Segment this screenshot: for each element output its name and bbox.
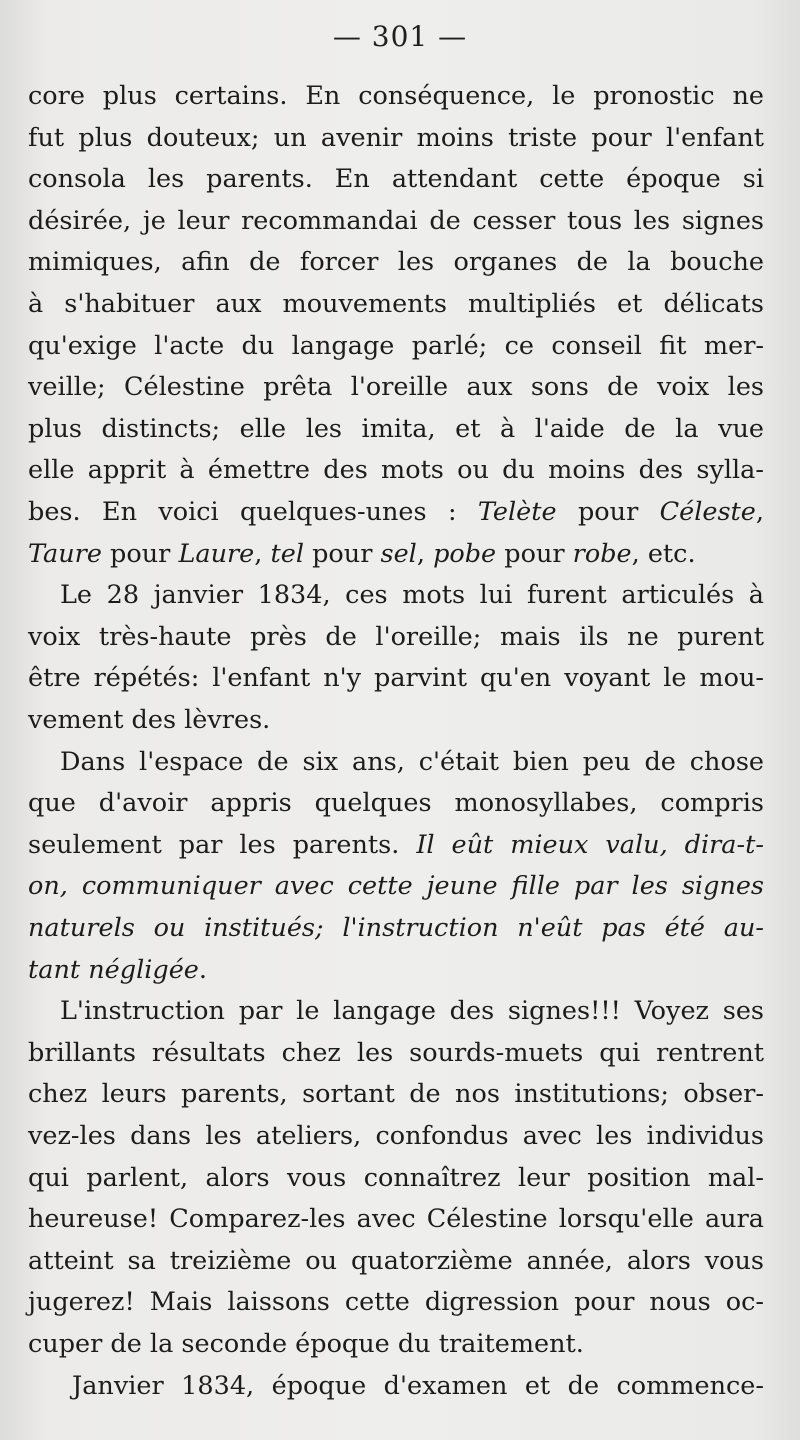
text-line (28, 367, 764, 407)
text-line (28, 1199, 764, 1239)
text-line (28, 76, 764, 116)
text-span: être répétés: l'enfant n'y parvint qu'en voyant le mou- (28, 663, 764, 694)
text-span: heureuse! Comparez-les avec Célestine lorsqu'elle aura (28, 1204, 764, 1235)
text-span: consola les parents. En attendant cette époque si (28, 164, 764, 195)
text-span: pour (304, 538, 381, 569)
italic-text: Telète (477, 497, 557, 527)
text-span: pour (101, 538, 179, 569)
italic-text: naturels ou institués; l'instruction n'eût pas été au- (28, 913, 764, 943)
text-line (28, 1158, 764, 1198)
text-span: qu'exige l'acte du langage parlé; ce conseil fit mer- (28, 330, 764, 361)
italic-text: Il eût mieux valu, dira-t- (416, 829, 764, 860)
text-line (28, 450, 764, 490)
italic-text: tel (270, 538, 304, 569)
text-line (28, 242, 764, 282)
text-span: cuper de la seconde époque du traitement. (28, 1329, 584, 1359)
text-span: voix très-haute près de l'oreille; mais ils ne purent (28, 621, 764, 652)
italic-text: Laure (178, 538, 255, 569)
text-span: , (755, 497, 765, 527)
text-span: vement des lèvres. (28, 705, 271, 735)
text-span: veille; Célestine prêta l'oreille aux sons de voix les (28, 372, 764, 403)
text-span: seulement par les parents. (28, 829, 417, 860)
text-span: jugerez! Mais laissons cette digression pour nous oc- (28, 1287, 764, 1318)
text-span: brillants résultats chez les sourds-muets qui rentrent (28, 1037, 764, 1068)
text-line (28, 159, 764, 199)
text-span: plus distincts; elle les imita, et à l'aide de la vue (28, 413, 764, 444)
text-span: . (198, 954, 207, 985)
italic-text: Taure (28, 538, 102, 569)
text-span: atteint sa treizième ou quatorzième année, alors vous (28, 1245, 764, 1276)
text-span: désirée, je leur recommandai de cesser tous les signes (28, 205, 764, 236)
text-span: , (416, 538, 434, 569)
text-line (28, 1033, 764, 1073)
italic-text: sel (380, 538, 417, 569)
text-line (28, 575, 764, 615)
text-span: chez leurs parents, sortant de nos institutions; obser- (28, 1079, 764, 1110)
text-line (28, 492, 764, 532)
text-line (28, 284, 764, 324)
text-span: Le 28 janvier 1834, ces mots lui furent articulés à (60, 580, 764, 611)
text-span: pour (556, 497, 660, 527)
text-line (28, 1366, 764, 1406)
text-span: vez-les dans les ateliers, confondus avec les individus (28, 1121, 764, 1151)
italic-text: Céleste (659, 497, 756, 527)
italic-text: pobe (433, 538, 497, 569)
text-span: fut plus douteux; un avenir moins triste pour l'enfant (28, 122, 764, 153)
text-span: elle apprit à émettre des mots ou du moins des sylla- (28, 455, 764, 486)
text-line (28, 1324, 764, 1364)
text-span: qui parlent, alors vous connaîtrez leur position mal- (28, 1162, 764, 1193)
text-line (28, 700, 764, 740)
text-span: , (254, 538, 271, 569)
text-line (28, 617, 764, 657)
text-span: L'instruction par le langage des signes!!! Voyez ses (60, 996, 764, 1027)
text-line (28, 783, 764, 823)
text-span: , etc. (631, 538, 696, 569)
text-line (28, 1116, 764, 1156)
text-span: core plus certains. En conséquence, le pronostic ne (28, 81, 764, 111)
text-line (28, 409, 764, 449)
text-line (28, 1282, 764, 1322)
text-line (28, 326, 764, 366)
text-line (28, 825, 764, 865)
italic-text: tant négligée (28, 954, 199, 985)
page-number: — 301 — (332, 20, 468, 53)
text-span: Dans l'espace de six ans, c'était bien peu de chose (60, 746, 764, 777)
text-span: Janvier 1834, époque d'examen et de commence- (72, 1370, 764, 1401)
text-line (28, 908, 764, 948)
text-line (28, 1074, 764, 1114)
text-span: bes. En voici quelques-unes : (28, 497, 478, 527)
text-span: mimiques, afin de forcer les organes de la bouche (28, 247, 764, 278)
text-line (28, 534, 764, 574)
text-line (28, 658, 764, 698)
text-span: pour (496, 538, 573, 569)
text-line (28, 950, 764, 990)
text-line (28, 991, 764, 1031)
text-line (28, 201, 764, 241)
text-line (28, 866, 764, 906)
text-line (28, 118, 764, 158)
text-line (28, 1241, 764, 1281)
text-span: que d'avoir appris quelques monosyllabes, compris (28, 788, 764, 819)
text-line (28, 742, 764, 782)
italic-text: robe (572, 538, 632, 569)
italic-text: on, communiquer avec cette jeune fille par les signes (28, 871, 764, 902)
text-span: à s'habituer aux mouvements multipliés et délicats (28, 289, 764, 319)
